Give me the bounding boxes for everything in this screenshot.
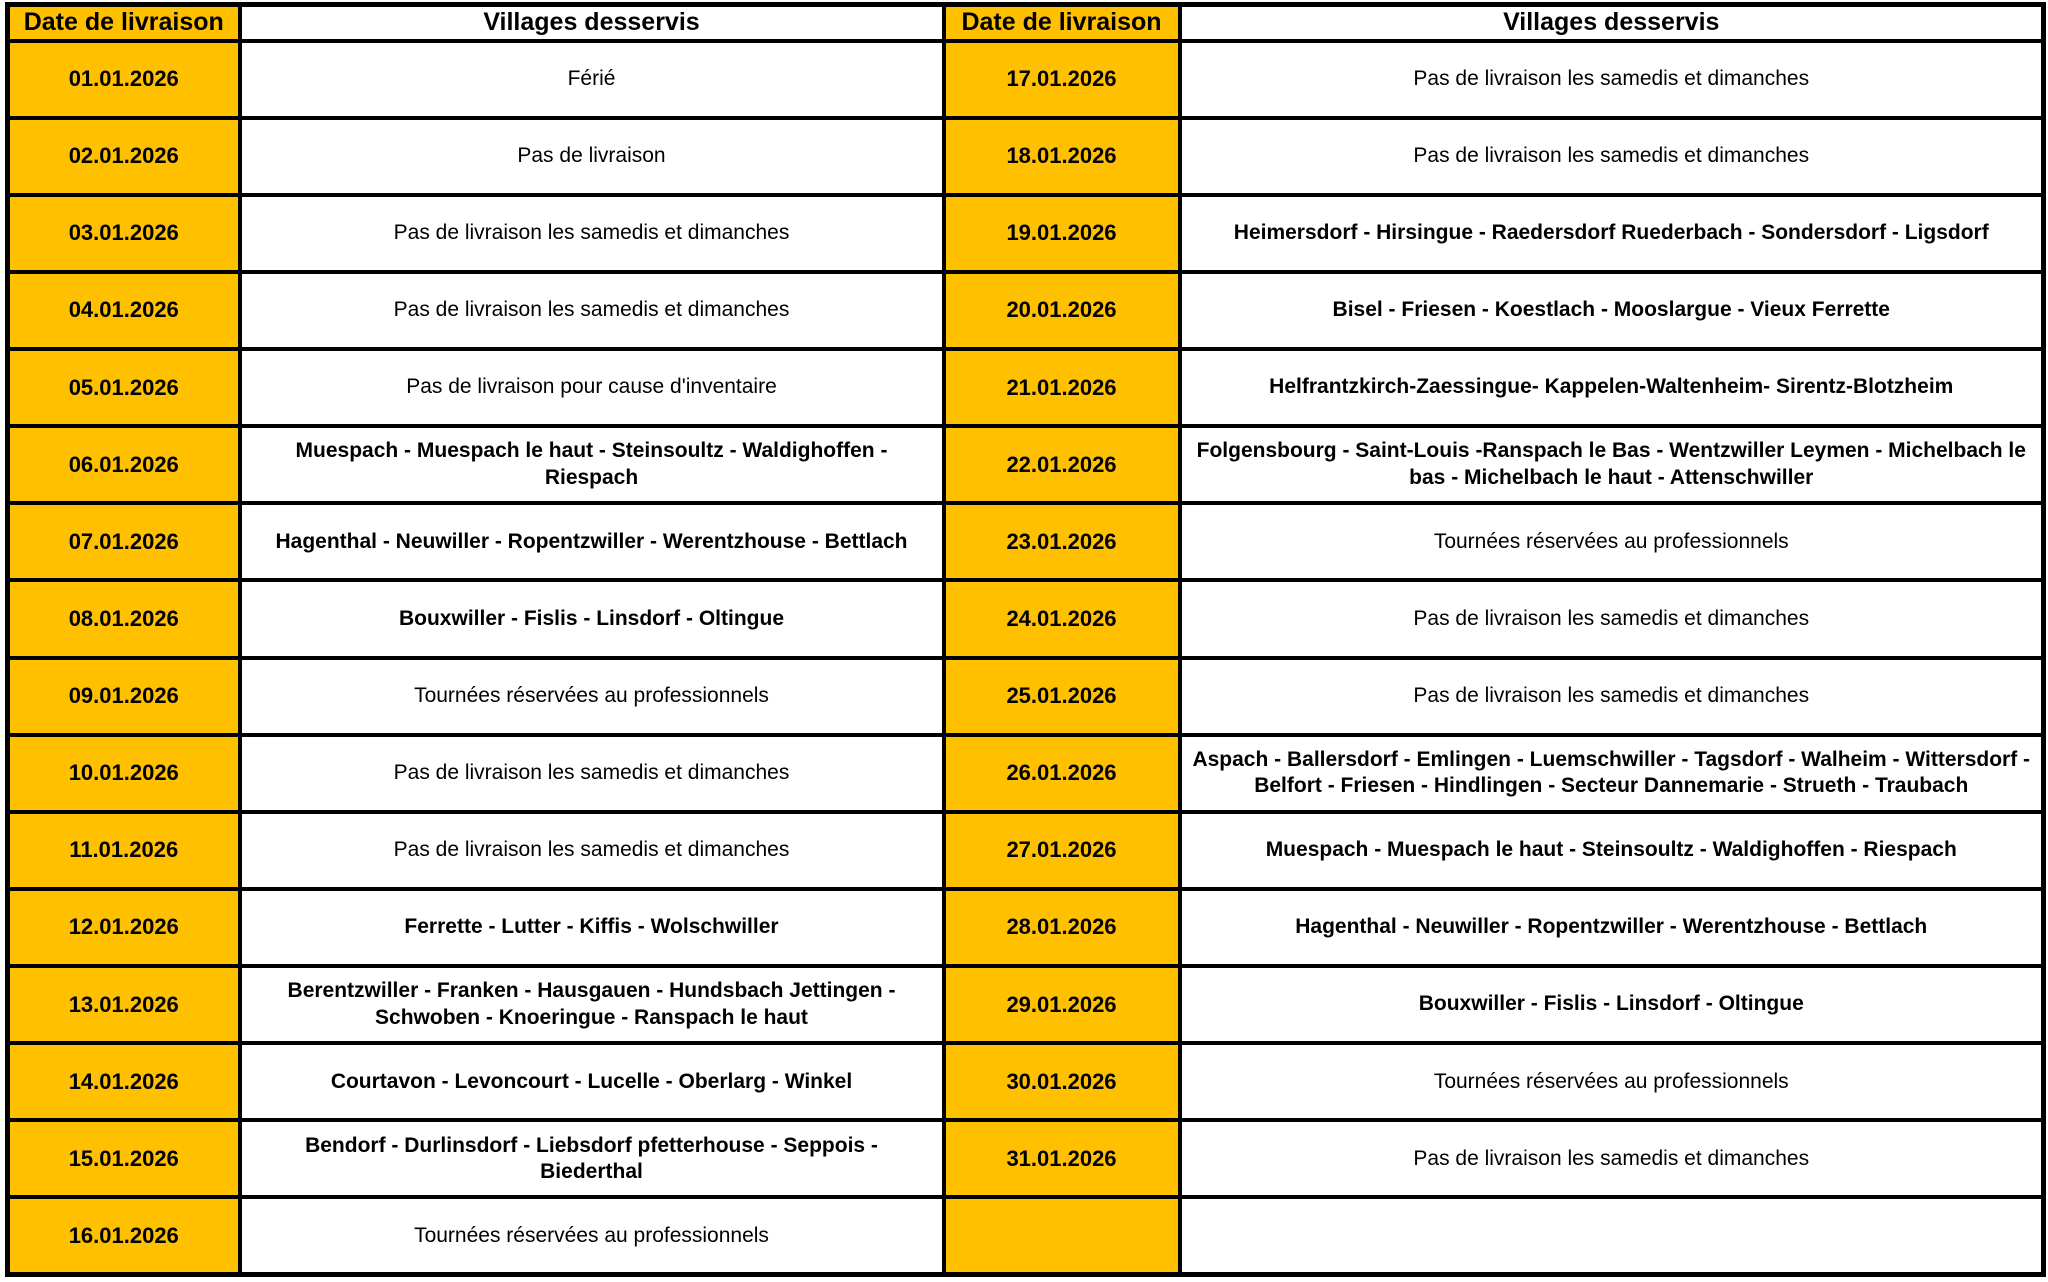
villages-cell: Muespach - Muespach le haut - Steinsoultz - Waldighoffen - Riespach [240, 426, 944, 503]
schedule-row [8, 426, 2044, 503]
schedule-row [8, 580, 2044, 657]
villages-cell: Bendorf - Durlinsdorf - Liebsdorf pfetterhouse - Seppois - Biederthal [240, 1120, 944, 1197]
date-cell: 14.01.2026 [8, 1043, 240, 1120]
date-cell: 04.01.2026 [8, 272, 240, 349]
date-cell: 11.01.2026 [8, 812, 240, 889]
villages-cell: Pas de livraison les samedis et dimanches [240, 735, 944, 812]
date-cell: 02.01.2026 [8, 118, 240, 195]
schedule-row [8, 195, 2044, 272]
date-cell: 23.01.2026 [944, 503, 1180, 580]
date-cell: 07.01.2026 [8, 503, 240, 580]
date-cell: 29.01.2026 [944, 966, 1180, 1043]
schedule-row [8, 966, 2044, 1043]
villages-cell: Pas de livraison [240, 118, 944, 195]
header-villages-right: Villages desservis [1180, 5, 2044, 41]
schedule-row [8, 41, 2044, 118]
table-header [8, 5, 2044, 41]
date-cell: 28.01.2026 [944, 889, 1180, 966]
villages-cell: Pas de livraison les samedis et dimanches [240, 195, 944, 272]
date-cell: 03.01.2026 [8, 195, 240, 272]
date-cell: 06.01.2026 [8, 426, 240, 503]
schedule-row [8, 658, 2044, 735]
delivery-schedule-table [5, 2, 2046, 1277]
villages-cell: Pas de livraison les samedis et dimanches [1180, 658, 2044, 735]
villages-cell: Tournées réservées au professionnels [240, 658, 944, 735]
header-villages-left: Villages desservis [240, 5, 944, 41]
schedule-row [8, 503, 2044, 580]
date-cell: 25.01.2026 [944, 658, 1180, 735]
date-cell: 15.01.2026 [8, 1120, 240, 1197]
schedule-row [8, 889, 2044, 966]
villages-cell: Hagenthal - Neuwiller - Ropentzwiller - Werentzhouse - Bettlach [240, 503, 944, 580]
villages-cell: Aspach - Ballersdorf - Emlingen - Luemschwiller - Tagsdorf - Walheim - Wittersdorf - Belfort - Friesen - Hindlingen - Secteur Dannemarie - Strueth - Traubach [1180, 735, 2044, 812]
date-cell: 26.01.2026 [944, 735, 1180, 812]
villages-cell: Pas de livraison les samedis et dimanches [240, 272, 944, 349]
villages-cell: Bisel - Friesen - Koestlach - Mooslargue - Vieux Ferrette [1180, 272, 2044, 349]
date-cell: 27.01.2026 [944, 812, 1180, 889]
villages-cell: Pas de livraison les samedis et dimanches [1180, 118, 2044, 195]
villages-cell: Muespach - Muespach le haut - Steinsoultz - Waldighoffen - Riespach [1180, 812, 2044, 889]
villages-cell: Férié [240, 41, 944, 118]
date-cell: 19.01.2026 [944, 195, 1180, 272]
villages-cell: Pas de livraison les samedis et dimanches [240, 812, 944, 889]
date-cell: 22.01.2026 [944, 426, 1180, 503]
date-cell: 17.01.2026 [944, 41, 1180, 118]
date-cell: 13.01.2026 [8, 966, 240, 1043]
villages-cell: Hagenthal - Neuwiller - Ropentzwiller - Werentzhouse - Bettlach [1180, 889, 2044, 966]
villages-cell [1180, 1197, 2044, 1274]
header-row [8, 5, 2044, 41]
date-cell: 31.01.2026 [944, 1120, 1180, 1197]
date-cell: 21.01.2026 [944, 349, 1180, 426]
villages-cell: Bouxwiller - Fislis - Linsdorf - Oltingue [240, 580, 944, 657]
date-cell: 30.01.2026 [944, 1043, 1180, 1120]
villages-cell: Pas de livraison les samedis et dimanches [1180, 41, 2044, 118]
villages-cell: Heimersdorf - Hirsingue - Raedersdorf Ruederbach - Sondersdorf - Ligsdorf [1180, 195, 2044, 272]
date-cell: 01.01.2026 [8, 41, 240, 118]
villages-cell: Pas de livraison pour cause d'inventaire [240, 349, 944, 426]
schedule-row [8, 272, 2044, 349]
date-cell: 10.01.2026 [8, 735, 240, 812]
date-cell: 05.01.2026 [8, 349, 240, 426]
date-cell: 16.01.2026 [8, 1197, 240, 1274]
table-body [8, 41, 2044, 1275]
villages-cell: Courtavon - Levoncourt - Lucelle - Oberlarg - Winkel [240, 1043, 944, 1120]
date-cell: 12.01.2026 [8, 889, 240, 966]
schedule-row [8, 1197, 2044, 1274]
date-cell: 08.01.2026 [8, 580, 240, 657]
villages-cell: Pas de livraison les samedis et dimanches [1180, 1120, 2044, 1197]
villages-cell: Bouxwiller - Fislis - Linsdorf - Oltingue [1180, 966, 2044, 1043]
villages-cell: Helfrantzkirch-Zaessingue- Kappelen-Waltenheim- Sirentz-Blotzheim [1180, 349, 2044, 426]
schedule-row [8, 1120, 2044, 1197]
date-cell: 09.01.2026 [8, 658, 240, 735]
schedule-row [8, 735, 2044, 812]
schedule-row [8, 812, 2044, 889]
villages-cell: Tournées réservées au professionnels [1180, 503, 2044, 580]
villages-cell: Tournées réservées au professionnels [240, 1197, 944, 1274]
date-cell: 24.01.2026 [944, 580, 1180, 657]
schedule-row [8, 349, 2044, 426]
header-date-right: Date de livraison [944, 5, 1180, 41]
date-cell [944, 1197, 1180, 1274]
date-cell: 18.01.2026 [944, 118, 1180, 195]
villages-cell: Pas de livraison les samedis et dimanches [1180, 580, 2044, 657]
villages-cell: Berentzwiller - Franken - Hausgauen - Hundsbach Jettingen - Schwoben - Knoeringue - Ranspach le haut [240, 966, 944, 1043]
schedule-row [8, 118, 2044, 195]
schedule-row [8, 1043, 2044, 1120]
villages-cell: Tournées réservées au professionnels [1180, 1043, 2044, 1120]
date-cell: 20.01.2026 [944, 272, 1180, 349]
villages-cell: Folgensbourg - Saint-Louis -Ranspach le Bas - Wentzwiller Leymen - Michelbach le bas - Michelbach le haut - Attenschwiller [1180, 426, 2044, 503]
villages-cell: Ferrette - Lutter - Kiffis - Wolschwiller [240, 889, 944, 966]
header-date-left: Date de livraison [8, 5, 240, 41]
